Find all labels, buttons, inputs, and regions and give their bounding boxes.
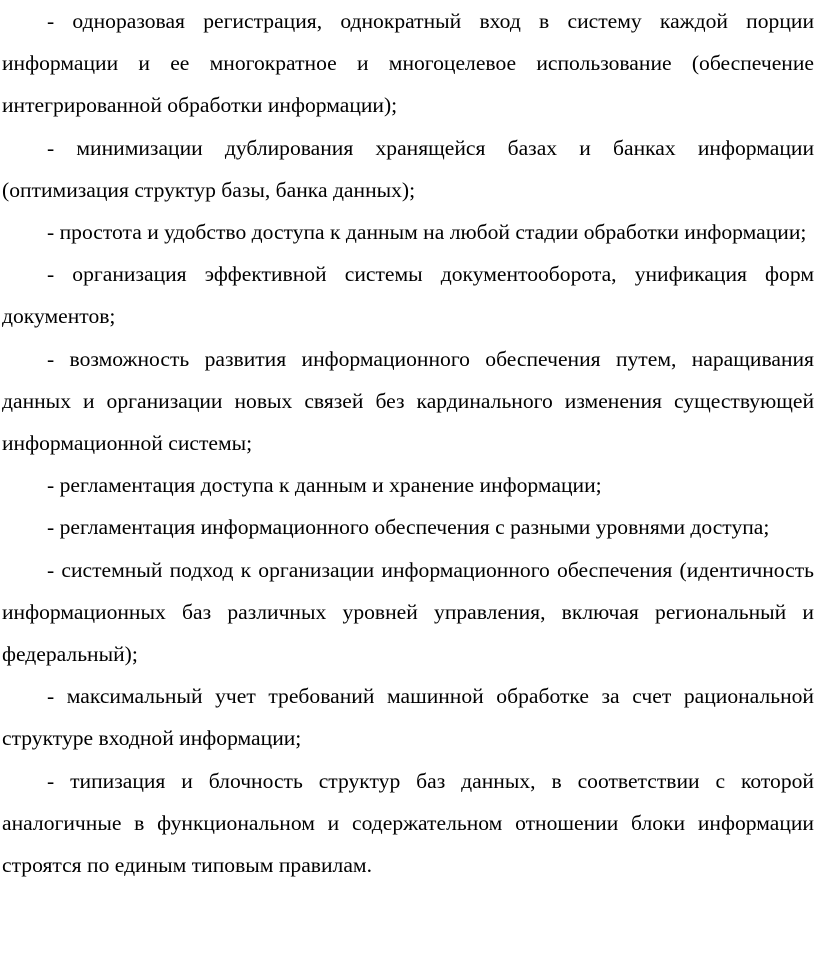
paragraph-access-regulation: - регламентация доступа к данным и хранение информации; [47,473,602,498]
paragraph-access-simplicity: - простота и удобство доступа к данным на любой стадии обработки информации; [47,220,807,245]
paragraph-typification: - типизация и блочность структур баз данных, в соответствии с которой аналогичные в функциональном и содержательном отношении блоки информации строятся по единым типовым правилам. [2,768,814,878]
paragraph-minimize-duplication: - минимизации дублирования хранящейся базах и банках информации (оптимизация структур базы, банка данных); [2,135,814,202]
paragraph-machine-processing: - максимальный учет требований машинной обработке за счет рациональной структуре входной информации; [2,684,814,751]
paragraph-single-registration: - одноразовая регистрация, однократный вход в систему каждой порции информации и ее многократное и многоцелевое использование (обеспечение интегрированной обработки информации); [2,9,814,118]
paragraph-development-possibility: - возможность развития информационного обеспечения путем, наращивания данных и организации новых связей без кардинального изменения существующей информационной системы; [2,346,814,456]
paragraph-access-levels: - регламентация информационного обеспечения с разными уровнями доступа; [47,515,770,540]
paragraph-system-approach: - системный подход к организации информационного обеспечения (идентичность информационных баз различных уровней управления, включая региональный и федеральный); [2,557,814,667]
paragraph-document-flow: - организация эффективной системы документооборота, унификация форм документов; [2,262,814,329]
